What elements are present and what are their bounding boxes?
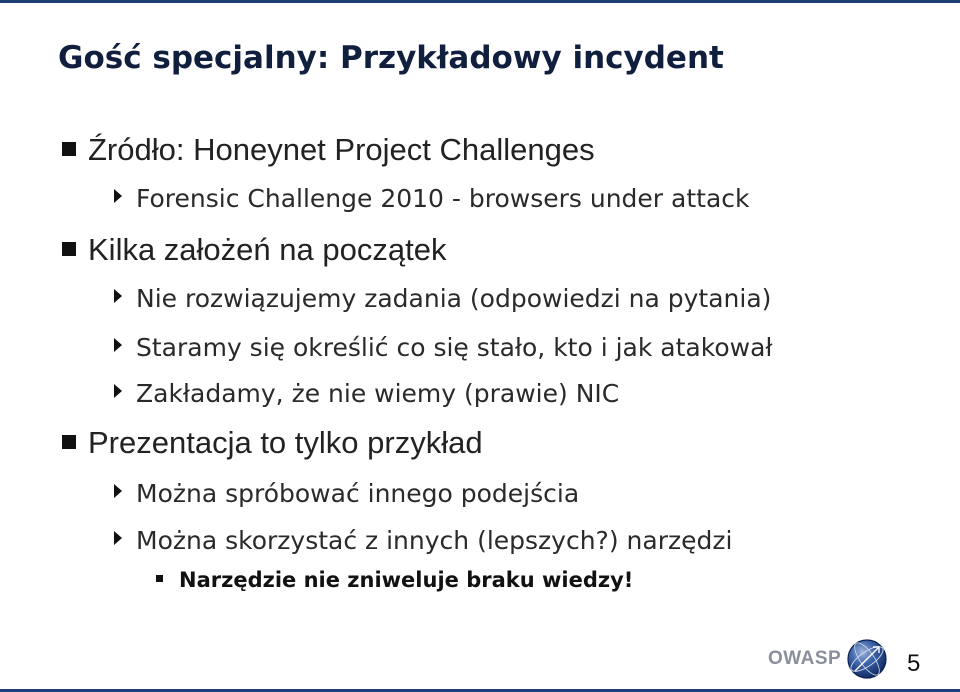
sub-bullet-item — [114, 377, 619, 411]
triangle-bullet-icon — [114, 484, 122, 498]
sub-bullet-item — [114, 524, 732, 558]
sub-bullet-item — [114, 331, 773, 365]
top-border-line — [0, 0, 960, 3]
bullet-text: Narzędzie nie zniweluje braku wiedzy! — [179, 568, 634, 592]
square-bullet-icon — [62, 435, 76, 449]
triangle-bullet-icon — [114, 384, 122, 398]
triangle-bullet-icon — [114, 338, 122, 352]
bullet-text: Forensic Challenge 2010 - browsers under attack — [136, 184, 750, 213]
page-number: 5 — [907, 650, 921, 677]
square-bullet-icon — [62, 242, 76, 256]
bullet-item — [62, 130, 595, 170]
small-square-bullet-icon — [156, 575, 163, 582]
triangle-bullet-icon — [114, 189, 122, 203]
bullet-text: Nie rozwiązujemy zadania (odpowiedzi na pytania) — [136, 284, 772, 313]
owasp-brand-text: OWASP — [768, 648, 842, 669]
bullet-text: Prezentacja to tylko przykład — [88, 425, 483, 460]
bullet-item — [62, 423, 483, 463]
square-bullet-icon — [62, 142, 76, 156]
bullet-text: Staramy się określić co się stało, kto i jak atakował — [136, 333, 773, 362]
bullet-text: Można skorzystać z innych (lepszych?) narzędzi — [136, 526, 733, 555]
bullet-text: Kilka założeń na początek — [88, 232, 447, 267]
slide-title: Gość specjalny: Przykładowy incydent — [58, 40, 724, 76]
triangle-bullet-icon — [114, 289, 122, 303]
owasp-globe-icon — [846, 638, 888, 680]
sub-bullet-item — [114, 477, 579, 511]
triangle-bullet-icon — [114, 531, 122, 545]
bullet-item — [62, 230, 446, 270]
bullet-text: Można spróbować innego podejścia — [136, 479, 580, 508]
bullet-text: Zakładamy, że nie wiemy (prawie) NIC — [136, 379, 620, 408]
sub-sub-bullet-item — [156, 565, 633, 595]
sub-bullet-item — [114, 282, 771, 316]
bullet-text: Źródło: Honeynet Project Challenges — [88, 132, 595, 167]
sub-bullet-item — [114, 182, 750, 216]
